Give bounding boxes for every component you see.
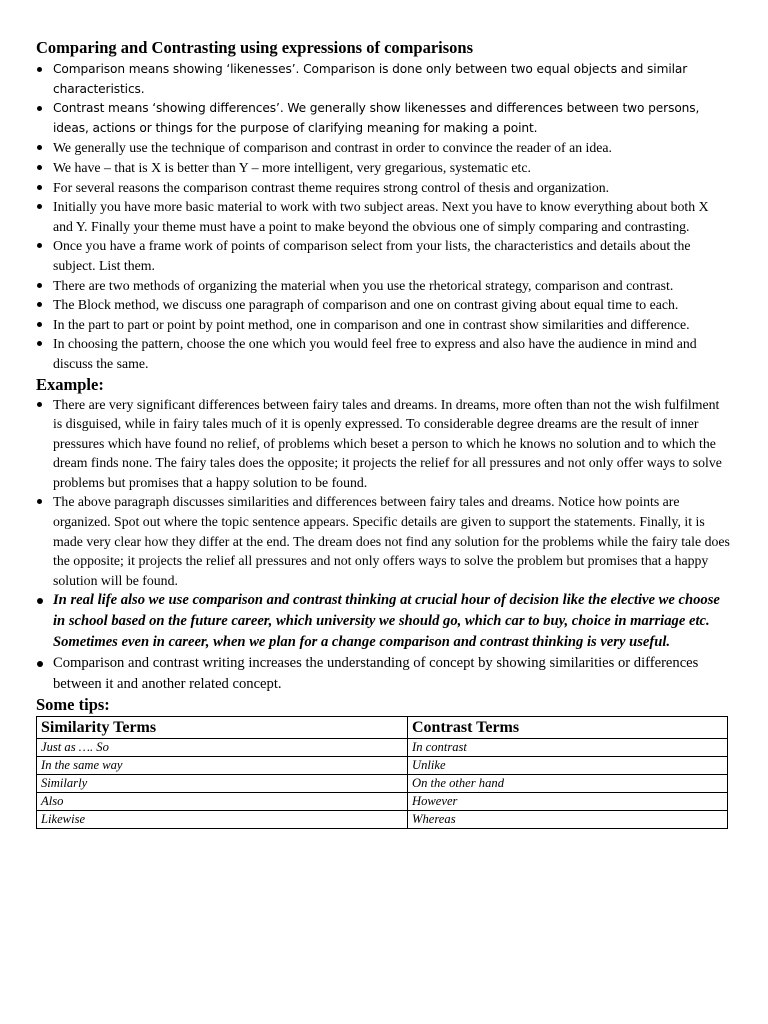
list-item: In choosing the pattern, choose the one which you would feel free to express and also have the audience in mind and discuss the same. <box>36 334 730 373</box>
example-bullet-list <box>36 395 730 695</box>
list-item: In real life also we use comparison and contrast thinking at crucial hour of decision like the elective we choose in school based on the future career, which university we should go, which car to buy, choice in marriage etc. Sometimes even in career, when we plan for a change comparison and contrast thinking is very useful. <box>36 590 730 652</box>
list-item: Once you have a frame work of points of comparison select from your lists, the characteristics and details about the subject. List them. <box>36 236 730 275</box>
table-row <box>37 775 728 793</box>
terms-table <box>36 716 728 829</box>
list-item: There are two methods of organizing the material when you use the rhetorical strategy, comparison and contrast. <box>36 276 730 296</box>
table-cell: On the other hand <box>408 775 728 793</box>
table-row <box>37 793 728 811</box>
table-row <box>37 739 728 757</box>
table-cell: In contrast <box>408 739 728 757</box>
table-header-row <box>37 717 728 739</box>
list-item: The above paragraph discusses similarities and differences between fairy tales and dreams. Notice how points are organized. Spot out where the topic sentence appears. Specific details are given to support the statements. Finally, it is made very clear how they differ at the end. The dream does not find any solution for the problems while the fairy tale does the opposite; it projects the relief all pressures and not only offers ways to solve the problem but promises that a happy solution will be found. <box>36 492 730 590</box>
list-item: For several reasons the comparison contrast theme requires strong control of thesis and organization. <box>36 178 730 198</box>
list-item: Initially you have more basic material to work with two subject areas. Next you have to know everything about both X and Y. Finally your theme must have a point to make beyond the obvious one of simply comparing and contrasting. <box>36 197 730 236</box>
table-cell: Likewise <box>37 811 408 829</box>
list-item: Contrast means ‘showing differences’. We generally show likenesses and differences between two persons, ideas, actions or things for the purpose of clarifying meaning for making a point. <box>36 99 730 138</box>
table-cell: Just as …. So <box>37 739 408 757</box>
table-cell: Similarly <box>37 775 408 793</box>
page-title: Comparing and Contrasting using expressions of comparisons <box>36 38 474 57</box>
table-row <box>37 811 728 829</box>
list-item: In the part to part or point by point method, one in comparison and one in contrast show similarities and difference. <box>36 315 730 335</box>
table-cell: Unlike <box>408 757 728 775</box>
table-cell: Whereas <box>408 811 728 829</box>
document-page <box>36 37 730 829</box>
table-header: Contrast Terms <box>408 717 728 739</box>
table-header: Similarity Terms <box>37 717 408 739</box>
list-item: Comparison and contrast writing increases the understanding of concept by showing similarities or differences between it and another related concept. <box>36 653 730 695</box>
tips-heading: Some tips: <box>36 695 110 715</box>
table-row <box>37 757 728 775</box>
list-item: There are very significant differences between fairy tales and dreams. In dreams, more often than not the wish fulfilment is disguised, while in fairy tales much of it is openly expressed. To considerable degree dreams are the result of inner pressures which have found no relief, of problems which beset a person to which he knows no solution and to which the dream finds none. The fairy tales does the opposite; it projects the relief for all pressures and not only offer ways to solve problems but promises that a happy solution to be found. <box>36 395 730 493</box>
example-heading: Example: <box>36 374 104 394</box>
table-cell: However <box>408 793 728 811</box>
table-cell: Also <box>37 793 408 811</box>
intro-bullet-list <box>36 60 730 374</box>
list-item: We generally use the technique of comparison and contrast in order to convince the reader of an idea. <box>36 138 730 158</box>
table-cell: In the same way <box>37 757 408 775</box>
list-item: Comparison means showing ‘likenesses’. Comparison is done only between two equal objects and similar characteristics. <box>36 60 730 99</box>
list-item: The Block method, we discuss one paragraph of comparison and one on contrast giving about equal time to each. <box>36 295 730 315</box>
list-item: We have – that is X is better than Y – more intelligent, very gregarious, systematic etc. <box>36 158 730 178</box>
